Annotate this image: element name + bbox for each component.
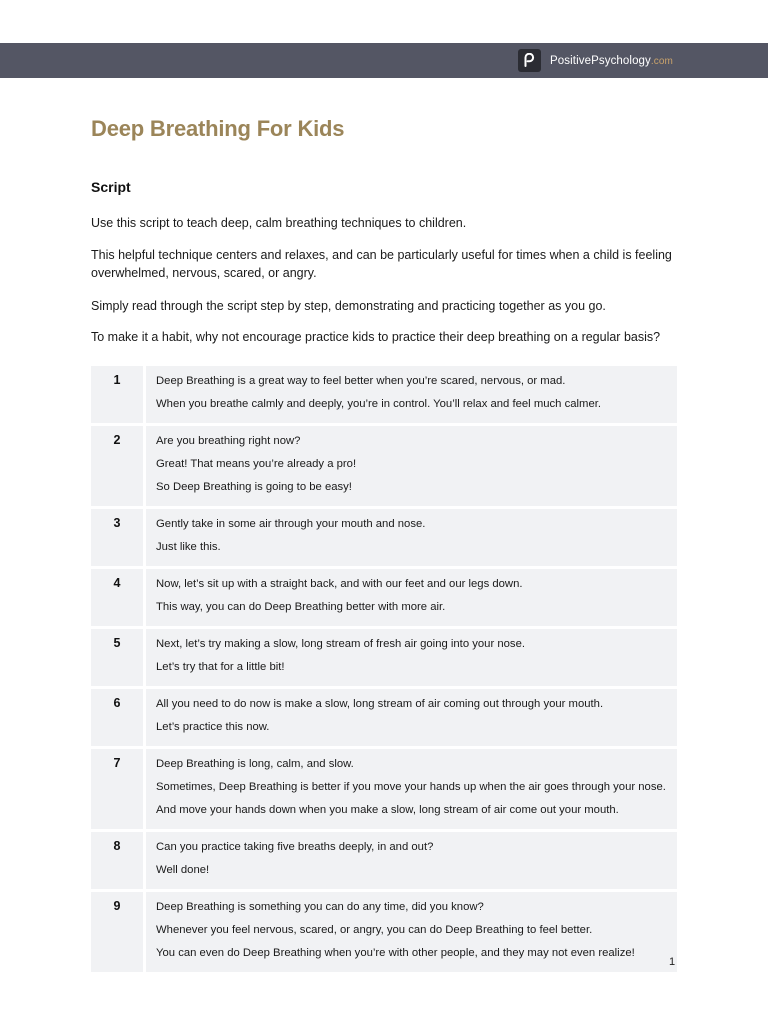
step-number: 4 bbox=[91, 569, 143, 626]
step-content bbox=[146, 509, 677, 566]
step-number: 6 bbox=[91, 689, 143, 746]
step-line: You can even do Deep Breathing when you’re with other people, and they may not even realize! bbox=[156, 947, 635, 959]
intro-paragraph-4: To make it a habit, why not encourage practice kids to practice their deep breathing on a regular basis? bbox=[91, 330, 661, 344]
table-row bbox=[91, 569, 677, 626]
step-line: This way, you can do Deep Breathing better with more air. bbox=[156, 601, 446, 613]
table-row bbox=[91, 366, 677, 423]
step-content bbox=[146, 426, 677, 506]
step-number: 2 bbox=[91, 426, 143, 506]
step-line: Whenever you feel nervous, scared, or angry, you can do Deep Breathing to feel better. bbox=[156, 924, 593, 936]
step-line: Now, let’s sit up with a straight back, and with our feet and our legs down. bbox=[156, 578, 523, 590]
table-row bbox=[91, 892, 677, 972]
step-content bbox=[146, 689, 677, 746]
step-line: Just like this. bbox=[156, 541, 221, 553]
step-number: 8 bbox=[91, 832, 143, 889]
step-number: 5 bbox=[91, 629, 143, 686]
brand-logo-icon bbox=[518, 49, 541, 72]
intro-paragraph-1: Use this script to teach deep, calm breathing techniques to children. bbox=[91, 216, 467, 230]
brand-name-main: PositivePsychology bbox=[550, 54, 651, 67]
step-content bbox=[146, 892, 677, 972]
step-line: Deep Breathing is a great way to feel better when you’re scared, nervous, or mad. bbox=[156, 375, 566, 387]
intro-paragraph-2: This helpful technique centers and relaxes, and can be particularly useful for times when a child is feeling overwhelmed, nervous, scared, or angry. bbox=[91, 248, 672, 280]
step-line: Next, let’s try making a slow, long stream of fresh air going into your nose. bbox=[156, 638, 525, 650]
page-number: 1 bbox=[669, 956, 676, 968]
step-line: Let’s try that for a little bit! bbox=[156, 661, 285, 673]
step-line: Well done! bbox=[156, 864, 210, 876]
step-line: Deep Breathing is long, calm, and slow. bbox=[156, 758, 354, 770]
step-line: All you need to do now is make a slow, long stream of air coming out through your mouth. bbox=[156, 698, 604, 710]
header-bar bbox=[0, 43, 768, 78]
step-content bbox=[146, 569, 677, 626]
step-number: 9 bbox=[91, 892, 143, 972]
step-content bbox=[146, 832, 677, 889]
step-line: Great! That means you’re already a pro! bbox=[156, 458, 357, 470]
step-line: Sometimes, Deep Breathing is better if you move your hands up when the air goes through your nose. bbox=[156, 781, 666, 793]
step-line: Deep Breathing is something you can do any time, did you know? bbox=[156, 901, 484, 913]
step-line: When you breathe calmly and deeply, you’re in control. You’ll relax and feel much calmer. bbox=[156, 398, 602, 410]
section-subtitle: Script bbox=[91, 179, 131, 195]
step-line: And move your hands down when you make a slow, long stream of air come out your mouth. bbox=[156, 804, 619, 816]
step-line: So Deep Breathing is going to be easy! bbox=[156, 481, 352, 493]
page-title: Deep Breathing For Kids bbox=[91, 116, 345, 141]
step-number: 1 bbox=[91, 366, 143, 423]
step-content bbox=[146, 749, 677, 829]
table-row bbox=[91, 689, 677, 746]
table-row bbox=[91, 629, 677, 686]
step-number: 3 bbox=[91, 509, 143, 566]
step-line: Let’s practice this now. bbox=[156, 721, 270, 733]
step-line: Can you practice taking five breaths deeply, in and out? bbox=[156, 841, 434, 853]
brand-name bbox=[550, 55, 673, 67]
intro-paragraph-3: Simply read through the script step by step, demonstrating and practicing together as you go. bbox=[91, 299, 606, 313]
step-content bbox=[146, 629, 677, 686]
table-row bbox=[91, 426, 677, 506]
step-content bbox=[146, 366, 677, 423]
steps-table bbox=[91, 366, 677, 972]
table-row bbox=[91, 509, 677, 566]
brand-name-suffix: .com bbox=[650, 55, 673, 67]
step-line: Gently take in some air through your mouth and nose. bbox=[156, 518, 426, 530]
step-number: 7 bbox=[91, 749, 143, 829]
table-row bbox=[91, 749, 677, 829]
step-line: Are you breathing right now? bbox=[156, 435, 301, 447]
table-row bbox=[91, 832, 677, 889]
